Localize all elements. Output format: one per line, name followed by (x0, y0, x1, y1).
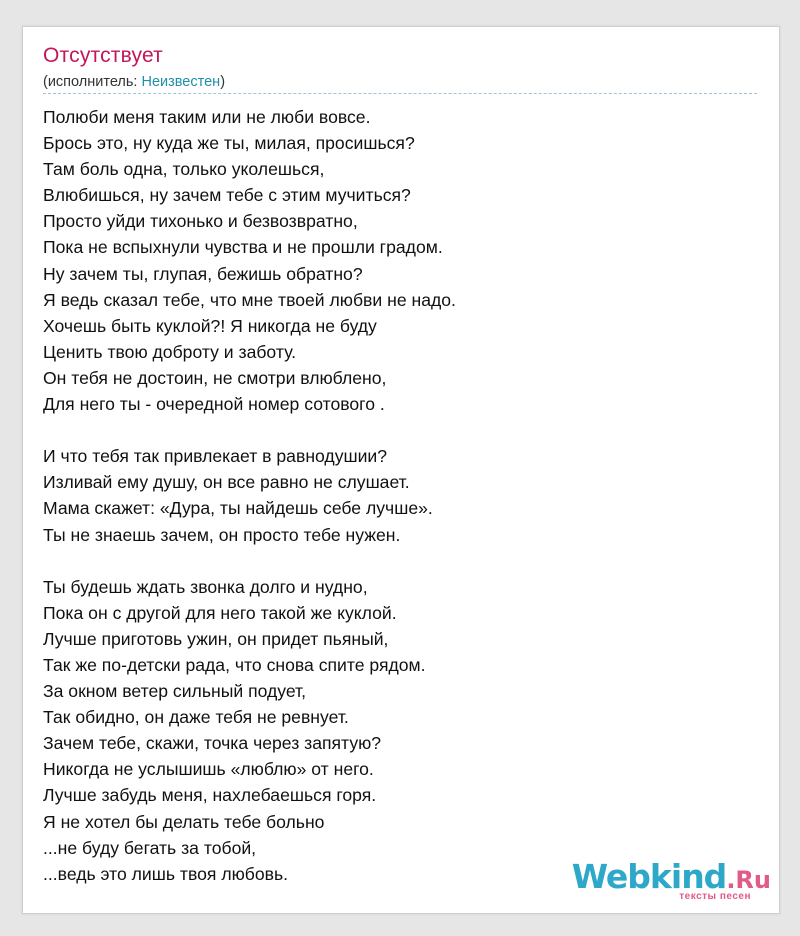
artist-link[interactable]: Неизвестен (141, 74, 221, 90)
site-logo[interactable] (571, 857, 771, 907)
lyric-line: Изливай ему душу, он все равно не слушает. (43, 472, 410, 493)
lyric-line: Просто уйди тихонько и безвозвратно, (43, 211, 358, 232)
lyric-line: Он тебя не достоин, не смотри влюблено, (43, 367, 387, 388)
lyric-line: Пока не вспыхнули чувства и не прошли градом. (43, 237, 443, 258)
logo-tld-text: .Ru (726, 866, 771, 894)
lyric-line: Ну зачем ты, глупая, бежишь обратно? (43, 263, 363, 284)
lyrics-card (22, 26, 780, 914)
lyric-line: Я ведь сказал тебе, что мне твоей любви не надо. (43, 289, 456, 310)
stanza-break (43, 417, 456, 443)
song-title: Отсутствует (43, 44, 163, 67)
lyric-line: Там боль одна, только уколешься, (43, 159, 325, 180)
lyric-line: Пока он с другой для него такой же куклой. (43, 602, 397, 623)
lyric-line: ...не буду бегать за тобой, (43, 837, 257, 858)
lyric-line: Ценить твою доброту и заботу. (43, 341, 297, 362)
lyric-line: Хочешь быть куклой?! Я никогда не буду (43, 315, 377, 336)
lyric-line: Лучше забудь меня, нахлебаешься горя. (43, 785, 377, 806)
artist-line (43, 74, 225, 90)
lyric-line: ...ведь это лишь твоя любовь. (43, 863, 289, 884)
lyric-line: Для него ты - очередной номер сотового . (43, 394, 385, 415)
artist-suffix: ) (220, 74, 226, 90)
lyric-line: Никогда не услышишь «люблю» от него. (43, 759, 374, 780)
lyric-line: Брось это, ну куда же ты, милая, просишься? (43, 133, 415, 154)
lyric-line: Ты не знаешь зачем, он просто тебе нужен. (43, 524, 401, 545)
lyrics-text (43, 104, 456, 887)
lyric-line: И что тебя так привлекает в равнодушии? (43, 446, 388, 467)
lyric-line: За окном ветер сильный подует, (43, 681, 307, 702)
lyric-line: Ты будешь ждать звонка долго и нудно, (43, 576, 368, 597)
lyric-line: Зачем тебе, скажи, точка через запятую? (43, 733, 382, 754)
lyric-line: Полюби меня таким или не люби вовсе. (43, 107, 371, 127)
lyric-line: Я не хотел бы делать тебе больно (43, 811, 325, 832)
title-divider (43, 93, 757, 94)
lyric-line: Лучше приготовь ужин, он придет пьяный, (43, 628, 389, 649)
artist-prefix: (исполнитель: (43, 74, 142, 90)
lyric-line: Так обидно, он даже тебя не ревнует. (43, 707, 349, 728)
stanza-break (43, 548, 456, 574)
lyric-line: Так же по-детски рада, что снова спите рядом. (43, 654, 426, 675)
lyric-line: Мама скажет: «Дура, ты найдешь себе лучше». (43, 498, 433, 519)
lyric-line: Влюбишься, ну зачем тебе с этим мучиться? (43, 185, 411, 206)
logo-main-text: Webkind (571, 857, 727, 896)
logo-tagline: тексты песен (679, 891, 751, 902)
